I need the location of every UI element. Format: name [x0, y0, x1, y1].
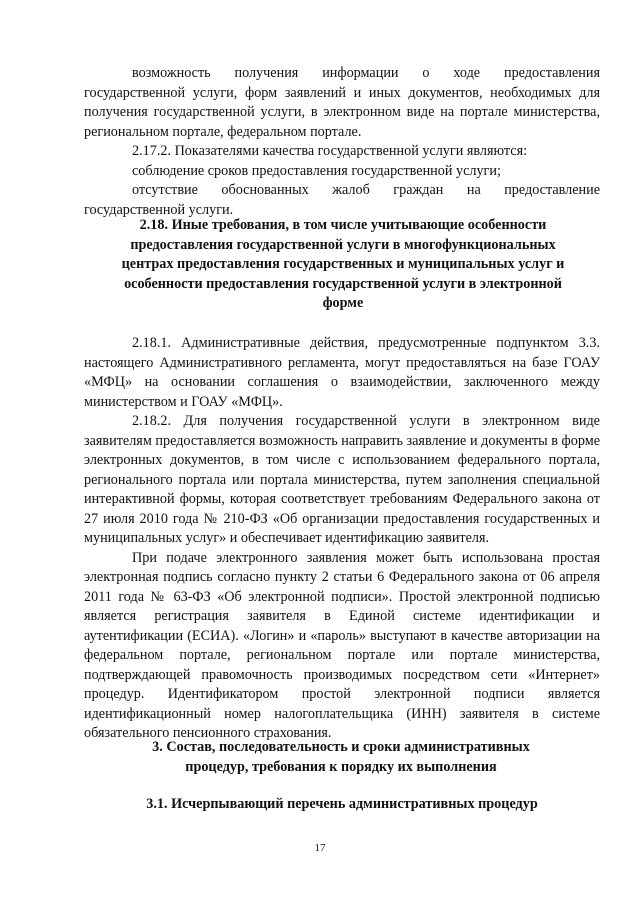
- paragraph-no-complaints: отсутствие обоснованных жалоб граждан на предоставление государственной услуги.: [84, 182, 600, 218]
- section-2-18-heading: 2.18. Иные требования, в том числе учитывающие особенности предоставления государственной услуги в многофункциональных центрах предоставления государственных и муниципальных услуг и особенности предоставления государственной услуги в электронной форме: [121, 217, 565, 311]
- section-3-heading: 3. Состав, последовательность и сроки административных процедур, требования к порядку их выполнения: [152, 739, 530, 775]
- page-number: 17: [314, 842, 326, 854]
- paragraph-2-18-2: 2.18.2. Для получения государственной услуги в электронном виде заявителям предоставляется возможность направить заявление и документы в форме электронных документов, в том числе с использованием федерального портала, регионального портала или портала министерства, путем заполнения специальной интерактивной формы, которая соответствует требованиям Федерального закона от 27 июля 2010 года № 210-ФЗ «Об организации предоставления государственных и муниципальных услуг» и обеспечивает идентификацию заявителя.: [84, 413, 600, 546]
- section-3-1-heading-block: [84, 795, 600, 815]
- section-2-18-body: [84, 334, 600, 744]
- section-3-1-heading: 3.1. Исчерпывающий перечень административных процедур: [146, 796, 538, 812]
- paragraph-electronic-signature: При подаче электронного заявления может быть использована простая электронная подпись согласно пункту 2 статьи 6 Федерального закона от 06 апреля 2011 года № 63-ФЗ «Об электронной подписи». Простой электронной подписью является регистрация заявителя в Единой системе идентификации и аутентификации (ЕСИА). «Логин» и «пароль» выступают в качестве авторизации на федеральном портале, региональном портале или портале министерства, подтверждающей правомочность производимых посредством сети «Интернет» процедур. Идентификатором простой электронной подписи является идентификационный номер налогоплательщика (ИНН) заявителя в системе обязательного пенсионного страхования.: [84, 549, 600, 741]
- paragraph-2-17-2: 2.17.2. Показателями качества государственной услуги являются:: [132, 143, 528, 159]
- paragraph-information-availability: возможность получения информации о ходе предоставления государственной услуги, форм заявлений и иных документов, необходимых для получения государственной услуги, в электронном виде на портале министерства, региональном портале, федеральном портале.: [84, 65, 600, 140]
- section-2-18-heading-block: [108, 216, 578, 314]
- section-3-heading-block: [126, 738, 556, 777]
- paragraph-2-18-1: 2.18.1. Административные действия, предусмотренные подпунктом 3.3. настоящего Административного регламента, могут предоставляться на базе ГОАУ «МФЦ» на основании соглашения о взаимодействии, заключенного между министерством и ГОАУ «МФЦ».: [84, 335, 600, 410]
- intro-block: [84, 64, 600, 220]
- paragraph-deadlines: соблюдение сроков предоставления государственной услуги;: [132, 162, 501, 179]
